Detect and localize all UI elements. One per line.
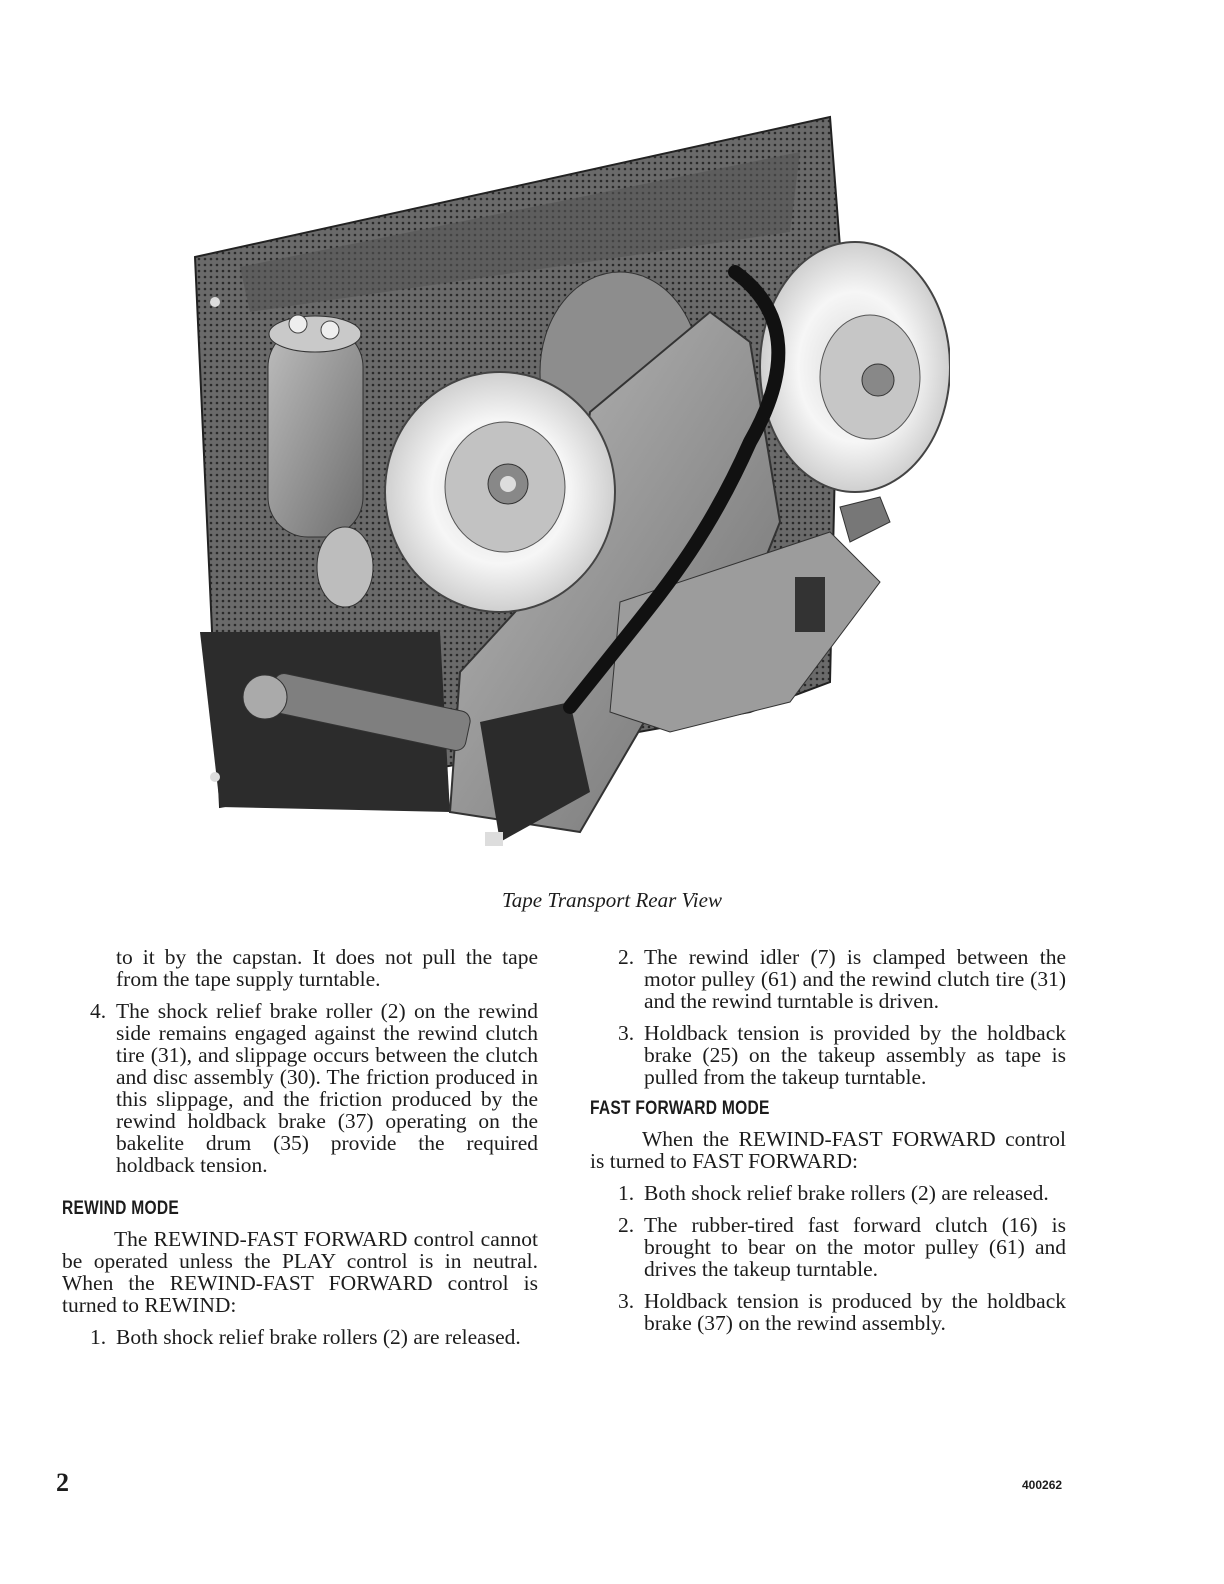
tape-transport-photo bbox=[190, 112, 950, 882]
list-item bbox=[62, 1326, 538, 1348]
list-item bbox=[590, 1022, 1066, 1088]
list-text: Holdback tension is produced by the holdback brake (37) on the rewind assembly. bbox=[644, 1289, 1066, 1335]
list-number: 3. bbox=[618, 1021, 635, 1045]
list-number: 2. bbox=[618, 1213, 635, 1237]
capacitor bbox=[268, 327, 363, 537]
list-number: 4. bbox=[90, 999, 107, 1023]
rewind-intro-paragraph: The REWIND-FAST FORWARD control cannot be operated unless the PLAY control is in neutral. When the REWIND-FAST FORWARD control is turned to REWIND: bbox=[62, 1227, 538, 1317]
list-text: The rubber-tired fast forward clutch (16) is brought to bear on the motor pulley (61) and drives the takeup turntable. bbox=[644, 1213, 1066, 1281]
idler-wheel bbox=[317, 527, 373, 607]
list-item bbox=[590, 1182, 1066, 1204]
list-number: 2. bbox=[618, 945, 635, 969]
list-text: Holdback tension is provided by the holdback brake (25) on the takeup assembly as tape is pulled from the takeup turntable. bbox=[644, 1021, 1066, 1089]
list-text: Both shock relief brake rollers (2) are released. bbox=[644, 1181, 1049, 1205]
fast-forward-intro-paragraph: When the REWIND-FAST FORWARD control is turned to FAST FORWARD: bbox=[590, 1127, 1066, 1173]
list-item bbox=[590, 1214, 1066, 1280]
fast-forward-mode-heading: FAST FORWARD MODE bbox=[590, 1098, 770, 1119]
list-text: The shock relief brake roller (2) on the rewind side remains engaged against the rewind clutch tire (31), and slippage occurs between the clutch and disc assembly (30). The friction produced in this slippage, and the friction produced by the rewind holdback brake (37) operating on the bakelite drum (35) provide the required holdback tension. bbox=[116, 999, 538, 1177]
list-number: 1. bbox=[90, 1325, 107, 1349]
document-code: 400262 bbox=[1022, 1478, 1063, 1492]
list-number: 1. bbox=[618, 1181, 635, 1205]
figure-caption: Tape Transport Rear View bbox=[502, 888, 722, 912]
page-number: 2 bbox=[56, 1468, 69, 1497]
list-item bbox=[62, 1000, 538, 1176]
list-text: Both shock relief brake rollers (2) are released. bbox=[116, 1325, 521, 1349]
left-column bbox=[62, 946, 538, 1358]
list-item bbox=[590, 946, 1066, 1012]
list-text: The rewind idler (7) is clamped between the motor pulley (61) and the rewind clutch tire (31) and the rewind turntable is driven. bbox=[644, 945, 1066, 1013]
continuation-paragraph: to it by the capstan. It does not pull the tape from the tape supply turntable. bbox=[116, 945, 538, 991]
rewind-mode-heading: REWIND MODE bbox=[62, 1198, 179, 1219]
list-item bbox=[590, 1290, 1066, 1334]
list-number: 3. bbox=[618, 1289, 635, 1313]
right-column bbox=[590, 946, 1066, 1344]
